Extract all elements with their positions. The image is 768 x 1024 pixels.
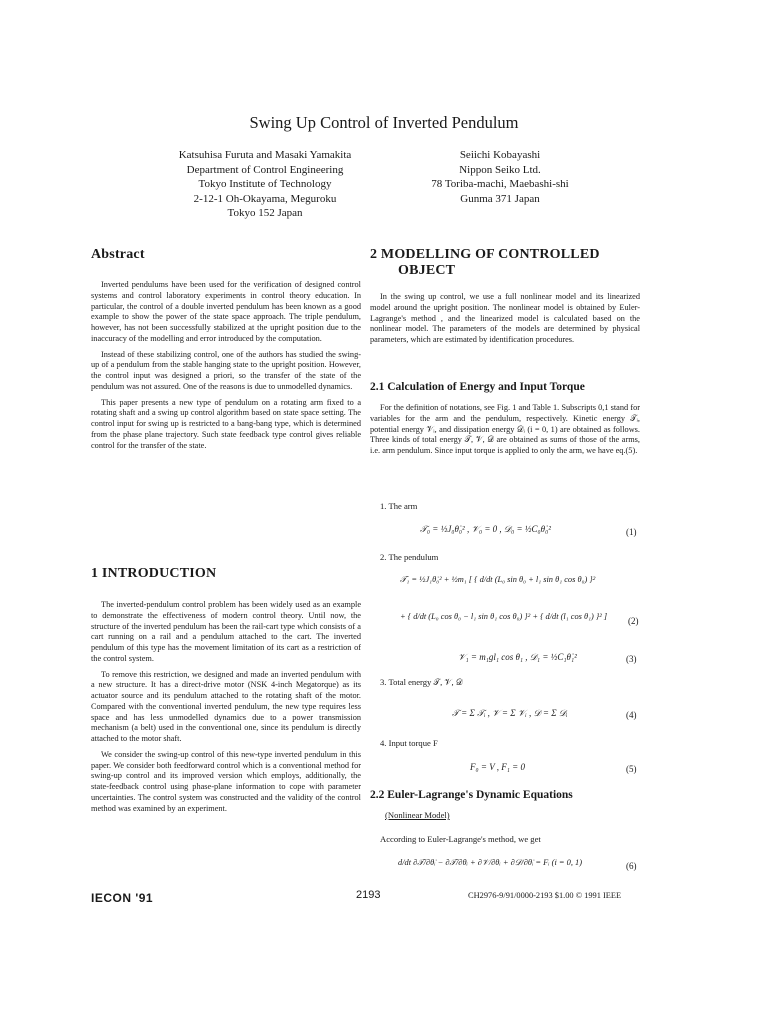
sub22-heading: 2.2 Euler-Lagrange's Dynamic Equations — [370, 789, 573, 801]
sub21-paragraph: For the definition of notations, see Fig. 1 and Table 1. Subscripts 0,1 stand for variables for the arm and the pendulum, respectively. Kinetic energy 𝒯ᵢ, potential energy 𝒱ᵢ, and dissipation energy 𝒟ᵢ (i = 0, 1) are obtained as follows. Three kinds of total energy 𝒯, 𝒱, 𝒟 are obtained as sums of those of the arms, i.e. arm pendulum. Since input torque is applied to only the arm, we have eq.(5). — [370, 403, 640, 455]
equation-1: 𝒯₀ = ½J₀θ̇₀² , 𝒱₀ = 0 , 𝒟₀ = ½C₀θ̇₀² — [420, 524, 551, 534]
item-arm: 1. The arm — [380, 501, 418, 511]
section2-heading — [370, 247, 670, 279]
item-pendulum: 2. The pendulum — [380, 552, 439, 562]
sub21-heading: 2.1 Calculation of Energy and Input Torque — [370, 381, 585, 393]
section2-heading-line1: 2 MODELLING OF CONTROLLED — [370, 247, 600, 262]
page-number: 2193 — [356, 889, 381, 901]
equation-number: (1) — [626, 527, 637, 537]
author-line: Katsuhisa Furuta and Masaki Yamakita — [178, 149, 352, 161]
author-line: Nippon Seiko Ltd. — [459, 163, 541, 176]
section2-body — [370, 292, 640, 351]
author-line: 78 Toriba-machi, Maebashi-shi — [431, 178, 569, 190]
intro-paragraph: We consider the swing-up control of this new-type inverted pendulum in this paper. We consider both feedforward control which is a conventional method for swing-up control and its improved version which employs, additionally, the state-feedback control using phase-plane information to cope with parameter uncertainties. The control system was constructed and the validity of the control method was examined by an experiment. — [91, 749, 361, 813]
nonlinear-model-label: (Nonlinear Model) — [385, 810, 450, 820]
intro-paragraph: To remove this restriction, we designed and made an inverted pendulum with a new structure. It has a direct-drive motor (NSK 4-inch Megatorque) as its actuator source and its pendulum attached to the rotating shaft of the motor. Compared with the conventional inverted pendulum, the new type requires less space and has less unmodelled dynamics due to a power transmission mechanism (a belt) used in the conventional one, since its pendulum is directly attached to the motor shaft. — [91, 669, 361, 743]
author-line: Tokyo 152 Japan — [227, 207, 303, 219]
sub22-text: According to Euler-Lagrange's method, we get — [380, 834, 541, 844]
intro-paragraph: The inverted-pendulum control problem has been widely used as an example to demonstrate the effectiveness of modern control theory. Until now, the structure of the inverted pendulum has been the rail-cart type which consists of a cart running on a rail and a pendulum attached to the cart. The inverted pendulum of this type has the movement limitation of its cart as a restriction of the control system. — [91, 600, 361, 663]
equation-5: F₀ = V , F₁ = 0 — [470, 762, 525, 772]
equation-number: (4) — [626, 710, 637, 720]
item-total-energy: 3. Total energy 𝒯, 𝒱, 𝒟 — [380, 677, 463, 687]
section2-paragraph: In the swing up control, we use a full nonlinear model and its linearized model around the upright position. The nonlinear model is obtained by Euler-Lagrange's method , and the linearized model is calculated based on the nonlinear model. The parameters of the models are determined by physical parameters, which are estimated by identification procedures. — [370, 292, 640, 344]
abstract-paragraph: Instead of these stabilizing control, one of the authors has studied the swing-up of a pendulum from the stable hanging state to the upright position. However, the control input was designed a priori, so the transfer of the state of the pendulum was not assured. One of the reasons is due to unmodelled dynamics. — [91, 349, 361, 391]
item-input-torque: 4. Input torque F — [380, 738, 438, 748]
equation-number: (2) — [628, 616, 639, 626]
author-line: Gunma 371 Japan — [460, 192, 540, 205]
equation-6: d/dt ∂𝒯/∂θ̇ᵢ − ∂𝒯/∂θᵢ + ∂𝒱/∂θᵢ + ∂𝒟/∂θ̇ᵢ = Fᵢ (i = 0, 1) — [398, 858, 582, 867]
equation-number: (6) — [626, 861, 637, 871]
equation-4: 𝒯 = Σ 𝒯ᵢ , 𝒱 = Σ 𝒱ᵢ , 𝒟 = Σ 𝒟ᵢ — [452, 708, 568, 718]
equation-number: (3) — [626, 654, 637, 664]
abstract-paragraph: Inverted pendulums have been used for the verification of designed control systems and control laboratory experiments in control theory education. In particular, the control of a double inverted pendulum has been known as a good example to show the power of the state space approach. The triple pendulum, however, has not been successfully stabilized at the upright position due to the inaccuracy of the modelling and error introduced by the computation. — [91, 280, 361, 343]
paper-title: Swing Up Control of Inverted Pendulum — [249, 113, 519, 132]
author-line: Tokyo Institute of Technology — [198, 178, 332, 190]
section2-heading-line2: OBJECT — [398, 263, 456, 278]
author-line: Department of Control Engineering — [186, 163, 344, 176]
equation-3: 𝒱₁ = m₁gl₁ cos θ₁ , 𝒟₁ = ½C₁θ̇₁² — [458, 652, 577, 662]
equation-2b: + { d/dt (L₀ cos θ₀ − l₁ sin θ₁ cos θ₀) }² + { d/dt (l₁ cos θ₁) }² ] — [400, 612, 608, 621]
equation-2a: 𝒯₁ = ½J₁θ̇₀² + ½m₁ [ { d/dt (L₀ sin θ₀ + l₁ sin θ₁ cos θ₀) }² — [400, 575, 596, 584]
abstract-heading: Abstract — [91, 247, 145, 262]
author-line: 2-12-1 Oh-Okayama, Meguroku — [193, 192, 337, 205]
intro-heading: 1 INTRODUCTION — [91, 566, 217, 581]
authors-left — [150, 148, 380, 221]
author-line: Seiichi Kobayashi — [459, 149, 541, 161]
equation-number: (5) — [626, 764, 637, 774]
abstract-body — [91, 280, 361, 456]
abstract-paragraph: This paper presents a new type of pendulum on a rotating arm fixed to a rotating shaft and a swing up control algorithm based on state space setting. The control input for swing up is restricted to a bang-bang type, which is determined from the phase plane trajectory. Such state feedback type control gives reliable control for the transfer of the state. — [91, 397, 361, 450]
copyright-line: CH2976-9/91/0000-2193 $1.00 © 1991 IEEE — [468, 891, 622, 900]
authors-right — [385, 148, 615, 206]
intro-body — [91, 600, 361, 819]
sub21-body — [370, 403, 640, 462]
conference-name: IECON '91 — [91, 891, 154, 905]
